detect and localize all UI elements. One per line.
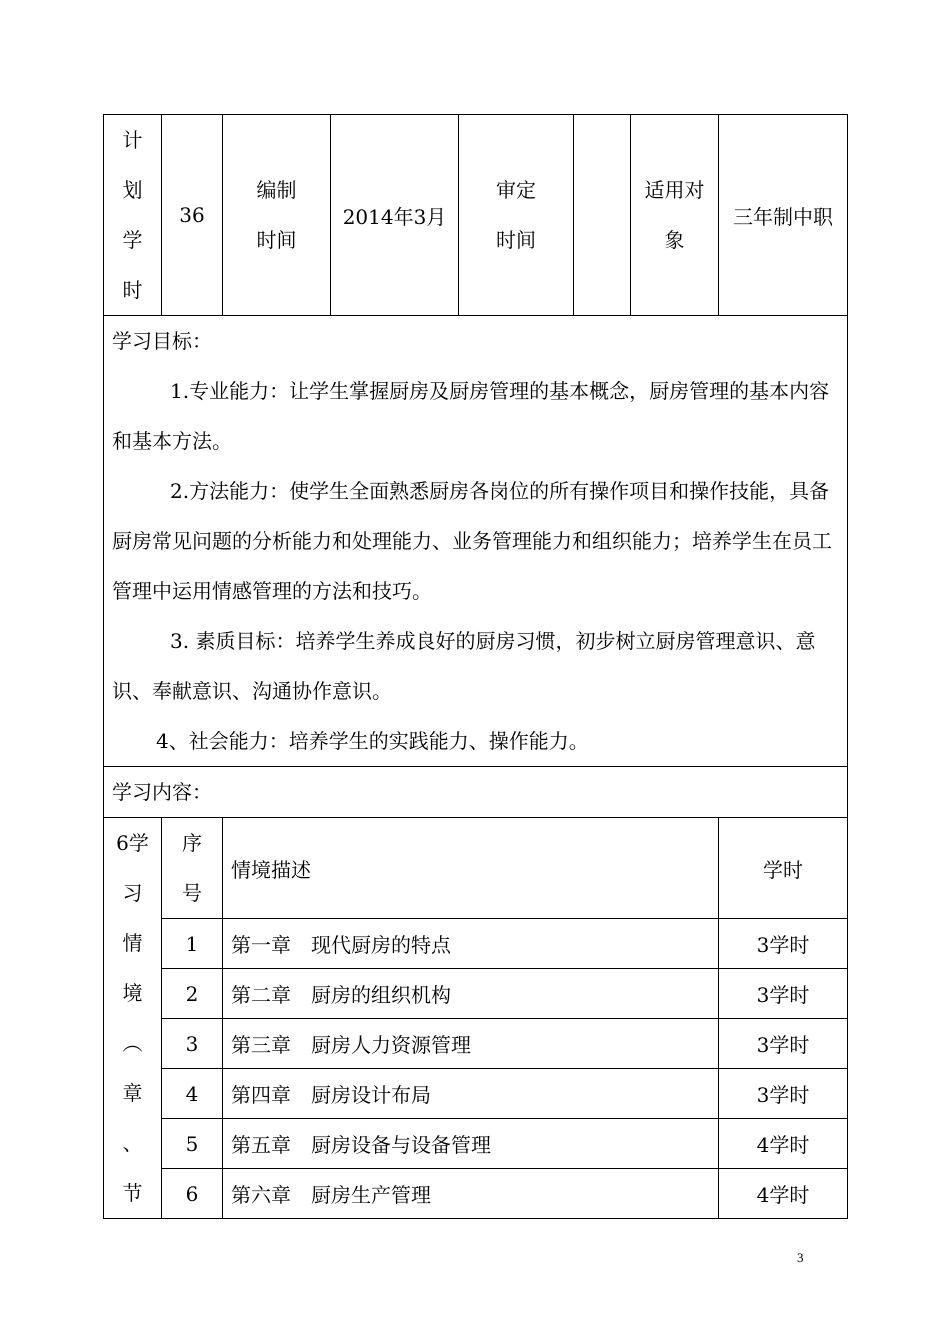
row-hours: 3学时 [719,919,848,969]
table-row [104,919,848,969]
table-row [104,1069,848,1119]
row-desc: 第三章 厨房人力资源管理 [223,1019,719,1069]
row-desc: 第四章 厨房设计布局 [223,1069,719,1119]
col-seq-header: 序 号 [162,818,223,919]
approve-time-value [574,115,631,316]
target-label: 适用对 象 [631,115,719,316]
goals-row [104,316,848,767]
col-desc-header: 情境描述 [223,818,719,919]
goal-item-3: 3. 素质目标：培养学生养成良好的厨房习惯，初步树立厨房管理意识、意识、奉献意识、沟通协作意识。 [112,629,816,703]
approve-time-label: 审定 时间 [459,115,574,316]
goal-item-2: 2.方法能力：使学生全面熟悉厨房各岗位的所有操作项目和操作技能，具备厨房常见问题的分析能力和处理能力、业务管理能力和组织能力；培养学生在员工管理中运用情感管理的方法和技巧。 [112,479,832,603]
header-row [104,115,848,316]
situation-label: 6学 习 情 境 ︵ 章 、 节 [104,818,162,1219]
row-hours: 4学时 [719,1169,848,1219]
table-row [104,969,848,1019]
row-seq: 5 [162,1119,223,1169]
col-hours-header: 学时 [719,818,848,919]
plan-hours-value: 36 [162,115,223,316]
row-desc: 第一章 现代厨房的特点 [223,919,719,969]
course-plan-document [103,114,847,1219]
compile-time-label: 编制 时间 [223,115,331,316]
table-row [104,1019,848,1069]
goal-item-4: 4、社会能力：培养学生的实践能力、操作能力。 [156,729,589,753]
table-row [104,1119,848,1169]
row-desc: 第六章 厨房生产管理 [223,1169,719,1219]
compile-time-value: 2014年3月 [331,115,459,316]
content-table [103,818,848,1219]
content-title-row [104,767,848,818]
row-hours: 3学时 [719,969,848,1019]
goals-title: 学习目标： [112,329,212,353]
row-seq: 6 [162,1169,223,1219]
table-row [104,1169,848,1219]
target-value: 三年制中职 [719,115,848,316]
row-seq: 4 [162,1069,223,1119]
page-number: 3 [797,1250,804,1265]
row-desc: 第五章 厨房设备与设备管理 [223,1119,719,1169]
course-plan-table [103,114,848,818]
row-hours: 4学时 [719,1119,848,1169]
content-title: 学习内容： [104,767,848,818]
row-desc: 第二章 厨房的组织机构 [223,969,719,1019]
goal-item-1: 1.专业能力：让学生掌握厨房及厨房管理的基本概念，厨房管理的基本内容和基本方法。 [112,379,830,453]
row-hours: 3学时 [719,1069,848,1119]
row-seq: 3 [162,1019,223,1069]
content-header-row [104,818,848,919]
row-hours: 3学时 [719,1019,848,1069]
row-seq: 1 [162,919,223,969]
learning-goals [104,316,848,767]
plan-hours-label: 计 划 学 时 [104,115,162,316]
row-seq: 2 [162,969,223,1019]
